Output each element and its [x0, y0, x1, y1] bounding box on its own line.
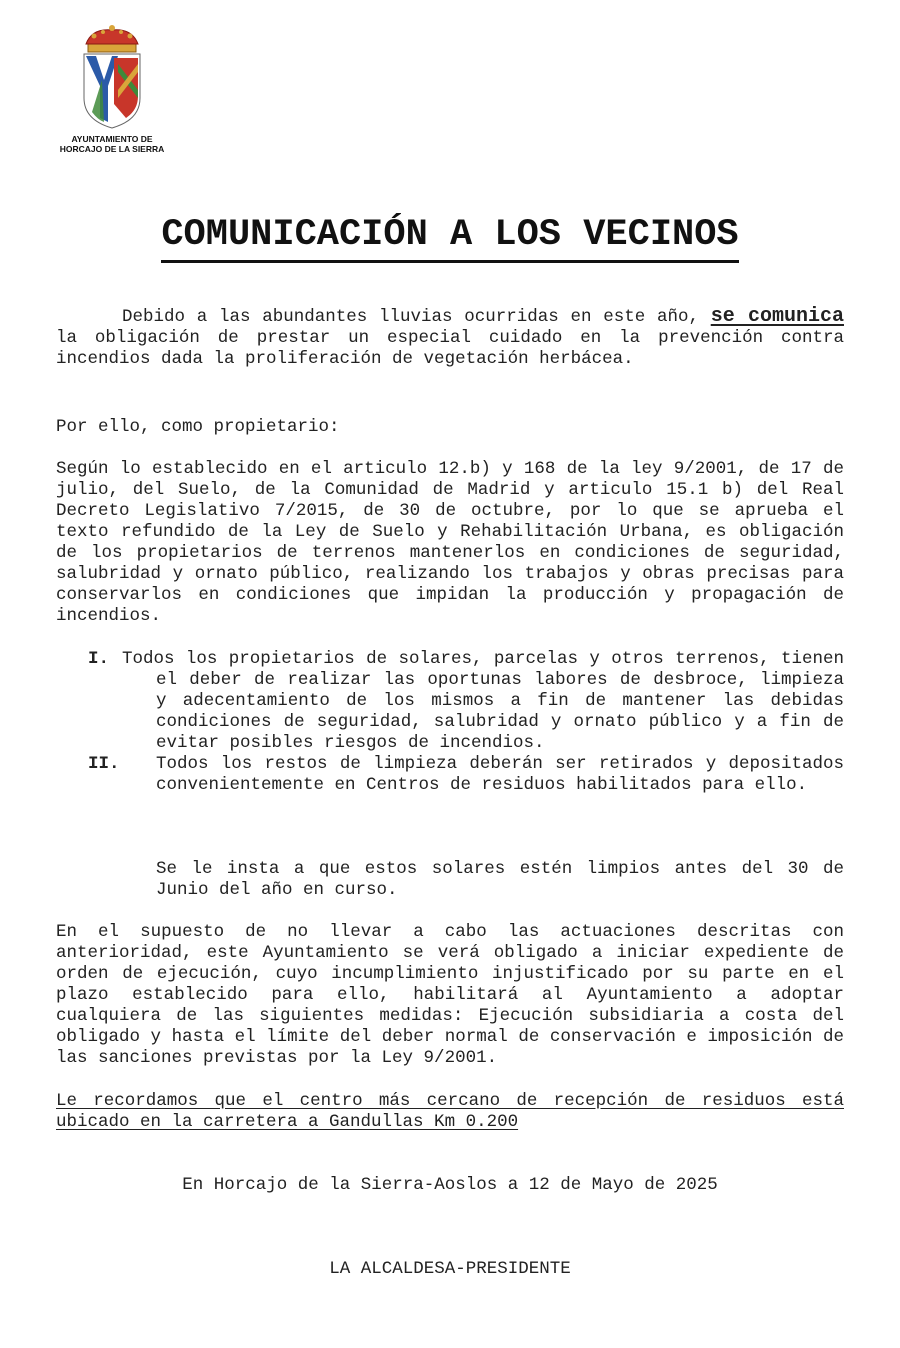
- obligations-list: [56, 649, 844, 796]
- document-title: COMUNICACIÓN A LOS VECINOS: [161, 214, 738, 263]
- logo-caption: [52, 134, 172, 154]
- crown-icon: [86, 25, 138, 52]
- intro-paragraph: [56, 306, 844, 370]
- intro-text-before: Debido a las abundantes lluvias ocurridas en este año,: [122, 307, 711, 327]
- intro-emphasis: se comunica: [710, 305, 844, 328]
- deadline-paragraph: Se le insta a que estos solares estén limpios antes del 30 de Junio del año en curso.: [156, 859, 844, 900]
- logo-caption-line2: HORCAJO DE LA SIERRA: [59, 144, 165, 154]
- intro-text-after: la obligación de prestar un especial cuidado en la prevención contra incendios dada la proliferación de vegetación herbácea.: [56, 328, 844, 369]
- legal-basis-paragraph: Según lo establecido en el articulo 12.b) y 168 de la ley 9/2001, de 17 de julio, del Suelo, de la Comunidad de Madrid y articulo 15.1 b) del Real Decreto Legislativo 7/2015, de 30 de octubre, por lo que se aprueba el texto refundido de la Ley de Suelo y Rehabilitación Urbana, es obligación de los propietarios de terrenos mantenerlos en condiciones de seguridad, salubridad y ornato público, realizando los trabajos y obras precisas para conservarlos en condiciones que impidan la producción y propagación de incendios.: [56, 459, 844, 626]
- list-item-text: Todos los propietarios de solares, parcelas y otros terrenos, tienen el deber de realizar las oportunas labores de desbroce, limpieza y adecentamiento de los mismos a fin de mantener las debidas condiciones de seguridad, salubridad y ornato público y a fin de evitar posibles riesgos de incendios.: [122, 649, 844, 753]
- consequences-paragraph: En el supuesto de no llevar a cabo las actuaciones descritas con anterioridad, este Ayuntamiento se verá obligado a iniciar expediente de orden de ejecución, cuyo incumplimiento injustificado por su parte en el plazo establecido para ello, habilitará al Ayuntamiento a adoptar cualquiera de las siguientes medidas: Ejecución subsidiaria a costa del obligado y hasta el límite del deber normal de conservación e imposición de las sanciones previstas por la Ley 9/2001.: [56, 922, 844, 1068]
- list-item-text: Todos los restos de limpieza deberán ser retirados y depositados convenientemente en Centros de residuos habilitados para ello.: [156, 754, 844, 795]
- shield-icon: [84, 54, 140, 128]
- document-title-wrap: [0, 214, 900, 263]
- list-item: [56, 649, 844, 754]
- owner-intro-paragraph: Por ello, como propietario:: [56, 417, 340, 437]
- signer-title: LA ALCALDESA-PRESIDENTE: [329, 1259, 571, 1279]
- list-item-number: II.: [88, 754, 120, 774]
- place-and-date: En Horcajo de la Sierra-Aoslos a 12 de Mayo de 2025: [182, 1175, 718, 1195]
- coat-of-arms-icon: [74, 24, 150, 132]
- list-item: [56, 754, 844, 796]
- municipal-logo: [52, 18, 172, 154]
- logo-caption-line1: AYUNTAMIENTO DE: [71, 134, 153, 144]
- waste-center-reminder: Le recordamos que el centro más cercano de recepción de residuos está ubicado en la carretera a Gandullas Km 0.200: [56, 1091, 844, 1132]
- list-item-number: I.: [88, 649, 110, 669]
